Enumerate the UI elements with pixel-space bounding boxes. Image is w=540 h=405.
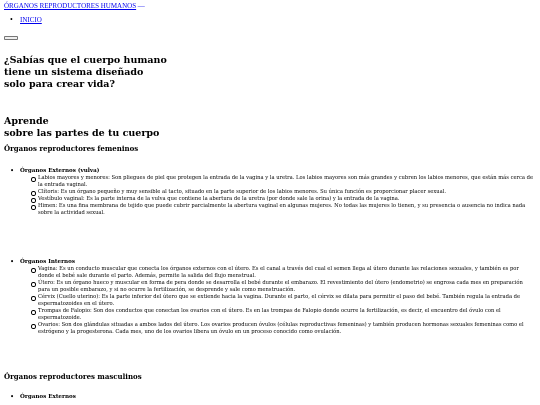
hero-question	[4, 55, 167, 91]
female-external-title: Órganos Externos (vulva)	[20, 168, 100, 174]
female-external-list	[20, 175, 534, 217]
female-internal-group	[10, 259, 534, 336]
hero-learn	[4, 116, 159, 140]
site-title-link[interactable]: ÓRGANOS REPRODUCTORES HUMANOS	[4, 2, 137, 10]
list-item: Vagina: Es un conducto muscular que conecta los órganos externos con el útero. Es el canal a través del cual el semen llega al útero durante las relaciones sexuales, y también es por donde el bebé sale durante el parto. Además, permite la salida del flujo menstrual.	[30, 266, 534, 280]
male-external-title: Órganos Externos	[20, 394, 76, 400]
list-item: Himen: Es una fina membrana de tejido que puede cubrir parcialmente la abertura vaginal en algunas mujeres. No todas las mujeres lo tienen, y su presencia o ausencia no indica nada sobre la actividad sexual.	[30, 203, 534, 217]
male-external-group	[10, 394, 534, 401]
site-description: —	[137, 2, 145, 10]
list-item: Trompas de Falopio: Son dos conductos que conectan los ovarios con el útero. Es en las trompas de Falopio donde ocurre la fertilización, es decir, el encuentro del óvulo con el espermatozoide.	[30, 308, 534, 322]
female-external-group	[10, 168, 534, 217]
list-item: Vestíbulo vaginal: Es la parte interna de la vulva que contiene la abertura de la uretra (por donde sale la orina) y la entrada de la vagina.	[30, 196, 534, 203]
male-external-item	[10, 394, 534, 401]
hero-learn-line: sobre las partes de tu cuerpo	[4, 127, 160, 139]
list-item: Útero: Es un órgano hueco y muscular en forma de pera donde se desarrolla el bebé durante el embarazo. El revestimiento del útero (endometrio) se engrosa cada mes en preparación para un posible embarazo, y si no ocurre la fertilización, se desprende y sale como menstruación.	[30, 280, 534, 294]
list-item: Labios mayores y menores: Son pliegues de piel que protegen la entrada de la vagina y la uretra. Los labios mayores son más grandes y cubren los labios menores, que están más cerca de la entrada vaginal.	[30, 175, 534, 189]
list-item: Ovarios: Son dos glándulas situadas a ambos lados del útero. Los ovarios producen óvulos (células reproductivas femeninas) y también producen hormonas sexuales femeninas como el estrógeno y la progesterona. Cada mes, uno de los ovarios libera un óvulo en un proceso conocido como ovulación.	[30, 322, 534, 336]
hero-question-line: solo para crear vida?	[4, 78, 115, 90]
main-nav	[8, 16, 42, 25]
list-item: Clítoris: Es un órgano pequeño y muy sensible al tacto, situado en la parte superior de los labios menores. Su única función es proporcionar placer sexual.	[30, 189, 534, 196]
site-header	[4, 2, 145, 11]
hero-question-line: ¿Sabías que el cuerpo humano	[4, 55, 167, 66]
hero-question-line: tiene un sistema diseñado	[4, 66, 144, 78]
menu-toggle-button[interactable]	[4, 36, 18, 40]
female-section-title: Órganos reproductores femeninos	[4, 144, 139, 153]
nav-item-inicio	[8, 16, 42, 25]
male-section-title: Órganos reproductores masculinos	[4, 372, 142, 381]
female-external-item	[10, 168, 534, 217]
list-item: Cérvix (Cuello uterino): Es la parte inferior del útero que se extiende hacia la vagina. Durante el parto, el cérvix se dilata para permitir el paso del bebé. También regula la entrada de espermatozoides en el útero.	[30, 294, 534, 308]
female-internal-list	[20, 266, 534, 336]
nav-link-inicio[interactable]: INICIO	[20, 16, 42, 24]
hero-learn-line: Aprende	[4, 116, 49, 127]
female-internal-item	[10, 259, 534, 336]
female-internal-title: Órganos Internos	[20, 259, 75, 265]
